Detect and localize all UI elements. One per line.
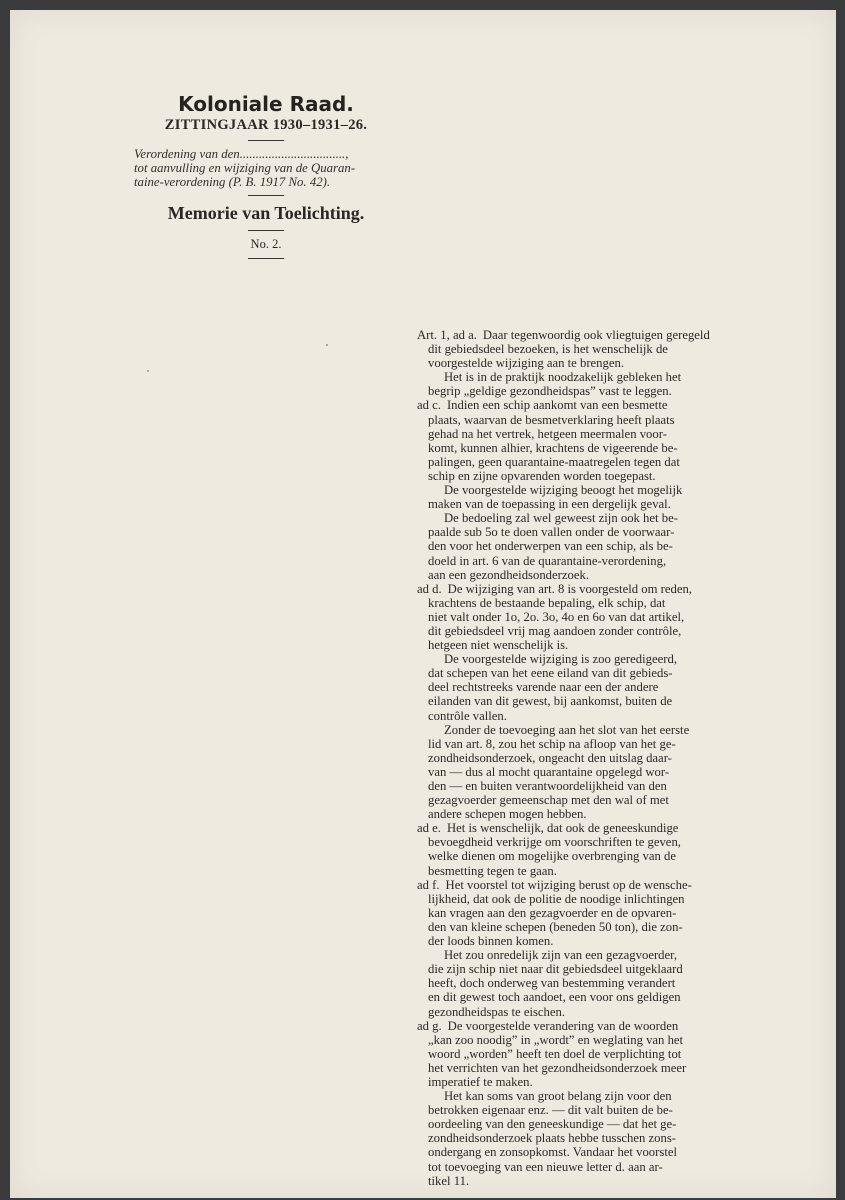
body-line <box>428 596 804 610</box>
body-line <box>428 539 804 553</box>
line-text: die zijn schip niet naar dit gebiedsdeel uitgeklaard <box>428 962 683 977</box>
body-line <box>428 1089 804 1103</box>
article-label: ad g. <box>417 1018 442 1033</box>
line-text: deel rechtstreeks varende naar een der andere <box>428 680 659 695</box>
body-line <box>428 906 804 920</box>
line-text: zondheidsonderzoek plaats hebbe tusschen zons- <box>428 1131 677 1146</box>
line-text: De bedoeling zal wel geweest zijn ook het be- <box>444 511 678 526</box>
line-text: aan een gezondheidsonderzoek. <box>428 567 589 582</box>
line-text: gehad na het vertrek, hetgeen meermalen voor- <box>428 426 667 441</box>
line-text: bevoegdheid verkrijge om voorschriften te geven, <box>428 835 681 850</box>
line-text: eilanden van dit gewest, bij aankomst, buiten de <box>428 694 673 709</box>
body-line <box>428 864 804 878</box>
document-page <box>10 10 836 1198</box>
body-line <box>428 962 804 976</box>
body-line <box>428 1174 804 1188</box>
body-line <box>366 398 804 412</box>
line-text: niet valt onder 1o, 2o. 3o, 4o en 6o van dat artikel, <box>428 609 685 624</box>
body-line <box>428 1075 804 1089</box>
line-text: voorgestelde wijziging aan te brengen. <box>428 356 625 371</box>
line-text: lijkheid, dat ook de politie de noodige inlichtingen <box>428 891 685 906</box>
line-text: der loods binnen komen. <box>428 934 554 949</box>
body-line <box>428 356 804 370</box>
body-line <box>428 793 804 807</box>
body-line <box>428 427 804 441</box>
line-text: Indien een schip aankomt van een besmette <box>446 398 668 413</box>
line-text: paalde sub 5o te doen vallen onder de voorwaar- <box>428 525 675 540</box>
line-text: De voorgestelde wijziging beoogt het mogelijk <box>444 483 683 498</box>
body-line <box>428 737 804 751</box>
line-text: besmetting tegen te gaan. <box>428 863 557 878</box>
body-line <box>428 765 804 779</box>
divider <box>248 230 284 231</box>
line-text: tot toevoeging van een nieuwe letter d. aan ar- <box>428 1159 663 1174</box>
body-line <box>428 638 804 652</box>
line-text: Het is in de praktijk noodzakelijk gebleken het <box>444 370 682 385</box>
body-line <box>428 441 804 455</box>
divider <box>248 195 284 196</box>
line-text: schip en zijne opvarenden worden toegepast. <box>428 468 656 483</box>
body-line <box>428 610 804 624</box>
body-line <box>428 751 804 765</box>
body-line <box>428 1061 804 1075</box>
body-line <box>366 821 804 835</box>
body-line <box>428 1160 804 1174</box>
body-line <box>428 680 804 694</box>
council-title: Koloniale Raad. <box>178 92 354 116</box>
line-text: het verrichten van het gezondheidsonderzoek meer <box>428 1060 687 1075</box>
line-text: den van kleine schepen (beneden 50 ton), die zon- <box>428 919 683 934</box>
line-text: maken van de toepassing in een dergelijk geval. <box>428 497 671 512</box>
line-text: lid van art. 8, zou het schip na afloop van het ge- <box>428 736 676 751</box>
body-line <box>428 976 804 990</box>
body-line <box>366 1019 804 1033</box>
body-line <box>428 990 804 1004</box>
body-line <box>428 554 804 568</box>
body-line <box>428 370 804 384</box>
body-line <box>428 483 804 497</box>
line-text: De wijziging van art. 8 is voorgesteld om reden, <box>447 581 692 596</box>
line-text: doeld in art. 6 van de quarantaine-verordening, <box>428 553 667 568</box>
body-line <box>428 624 804 638</box>
session-year: ZITTINGJAAR 1930–1931–26. <box>164 117 368 133</box>
body-line <box>428 1033 804 1047</box>
line-text: kan vragen aan den gezagvoerder en de opvaren- <box>428 905 677 920</box>
memorie-heading: Memorie van Toelichting. <box>167 203 365 223</box>
article-label: ad d. <box>417 581 442 596</box>
body-line <box>428 694 804 708</box>
line-text: dit gebiedsdeel vrij mag aandoen zonder contrôle, <box>428 623 682 638</box>
line-text: contrôle vallen. <box>428 708 507 723</box>
body-line <box>428 1047 804 1061</box>
body-line <box>428 666 804 680</box>
body-line <box>366 582 804 596</box>
body-line <box>428 892 804 906</box>
body-line <box>428 455 804 469</box>
line-text: dat schepen van het eene eiland van dit gebieds- <box>428 666 673 681</box>
line-text: komt, kunnen alhier, krachtens de vigeerende be- <box>428 440 678 455</box>
document-header <box>130 92 402 265</box>
divider <box>248 140 284 141</box>
line-text: ondergang en zonsopkomst. Vandaar het voorstel <box>428 1145 677 1160</box>
body-line <box>428 709 804 723</box>
line-text: imperatief te maken. <box>428 1074 533 1089</box>
body-line <box>428 835 804 849</box>
body-line <box>428 525 804 539</box>
line-text: gezagvoerder gemeenschap met den wal of met <box>428 793 669 808</box>
body-line <box>428 469 804 483</box>
body-line <box>428 342 804 356</box>
line-text: palingen, geen quarantaine-maatregelen tegen dat <box>428 454 680 469</box>
line-text: „kan zoo noodig” in „wordt” en weglating van het <box>428 1032 684 1047</box>
line-text: gezondheidspas te eischen. <box>428 1004 566 1019</box>
paper-speck <box>147 370 149 372</box>
body-line <box>428 779 804 793</box>
line-text: Zonder de toevoeging aan het slot van het eerste <box>444 722 690 737</box>
body-line <box>428 723 804 737</box>
line-text: Het kan soms van groot belang zijn voor den <box>444 1089 672 1104</box>
line-text: dit gebiedsdeel bezoeken, is het wenschelijk de <box>428 342 668 357</box>
article-label: ad c. <box>417 398 441 413</box>
line-text: den voor het onderwerpen van een schip, als be- <box>428 539 673 554</box>
line-text: oordeeling van den geneeskundige — dat het ge- <box>428 1117 677 1132</box>
body-line <box>428 934 804 948</box>
body-line <box>428 1103 804 1117</box>
line-text: welke dienen om mogelijke overbrenging van de <box>428 849 677 864</box>
line-text: en dit gewest toch aandoet, een voor ons geldigen <box>428 990 681 1005</box>
line-text: krachtens de bestaande bepaling, elk schip, dat <box>428 595 666 610</box>
line-text: Daar tegenwoordig ook vliegtuigen geregeld <box>482 328 710 342</box>
line-text: betrokken eigenaar enz. — dit valt buiten de be- <box>428 1103 673 1118</box>
paper-speck <box>326 344 328 346</box>
line-text: begrip „geldige gezondheidspas” vast te leggen. <box>428 384 672 399</box>
ordinance-line: tot aanvulling en wijziging van de Quaran- <box>134 161 356 175</box>
body-line <box>428 1005 804 1019</box>
body-line <box>428 511 804 525</box>
body-line <box>428 1117 804 1131</box>
line-text: tikel 11. <box>428 1173 470 1188</box>
line-text: zondheidsonderzoek, ongeacht den uitslag daar- <box>428 750 672 765</box>
line-text: De voorgestelde wijziging is zoo geredigeerd, <box>444 652 678 667</box>
line-text: den — en buiten verantwoordelijkheid van den <box>428 779 667 793</box>
body-line <box>428 920 804 934</box>
line-text: Het voorstel tot wijziging berust op de wensche- <box>445 877 692 892</box>
line-text: woord „worden” heeft ten doel de verplichting tot <box>428 1046 682 1061</box>
explanatory-text <box>417 328 804 1188</box>
body-line <box>428 413 804 427</box>
article-label: Art. 1, ad a. <box>417 328 477 342</box>
body-line <box>428 384 804 398</box>
body-line <box>428 1131 804 1145</box>
line-text: De voorgestelde verandering van de woorden <box>447 1018 679 1033</box>
body-line <box>428 568 804 582</box>
article-label: ad f. <box>417 877 440 892</box>
line-text: heeft, doch onderweg van bestemming verandert <box>428 976 676 991</box>
body-line <box>366 878 804 892</box>
line-text: andere schepen mogen hebben. <box>428 807 587 822</box>
body-line <box>428 948 804 962</box>
line-text: van — dus al mocht quarantaine opgelegd wor- <box>428 764 670 779</box>
body-line <box>428 849 804 863</box>
line-text: Het zou onredelijk zijn van een gezagvoerder, <box>444 948 678 963</box>
divider <box>248 258 284 259</box>
ordinance-line: Verordening van den................................., <box>134 147 349 161</box>
body-line <box>428 1145 804 1159</box>
line-text: Het is wenschelijk, dat ook de geneeskundige <box>446 821 679 836</box>
document-number: No. 2. <box>250 237 282 251</box>
body-line <box>417 328 804 342</box>
body-line <box>428 807 804 821</box>
article-label: ad e. <box>417 821 441 836</box>
ordinance-description <box>134 147 402 189</box>
body-line <box>428 497 804 511</box>
ordinance-line: taine-verordening (P. B. 1917 No. 42). <box>134 175 331 189</box>
line-text: hetgeen niet wenschelijk is. <box>428 638 569 653</box>
line-text: plaats, waarvan de besmetverklaring heeft plaats <box>428 412 675 427</box>
body-line <box>428 652 804 666</box>
